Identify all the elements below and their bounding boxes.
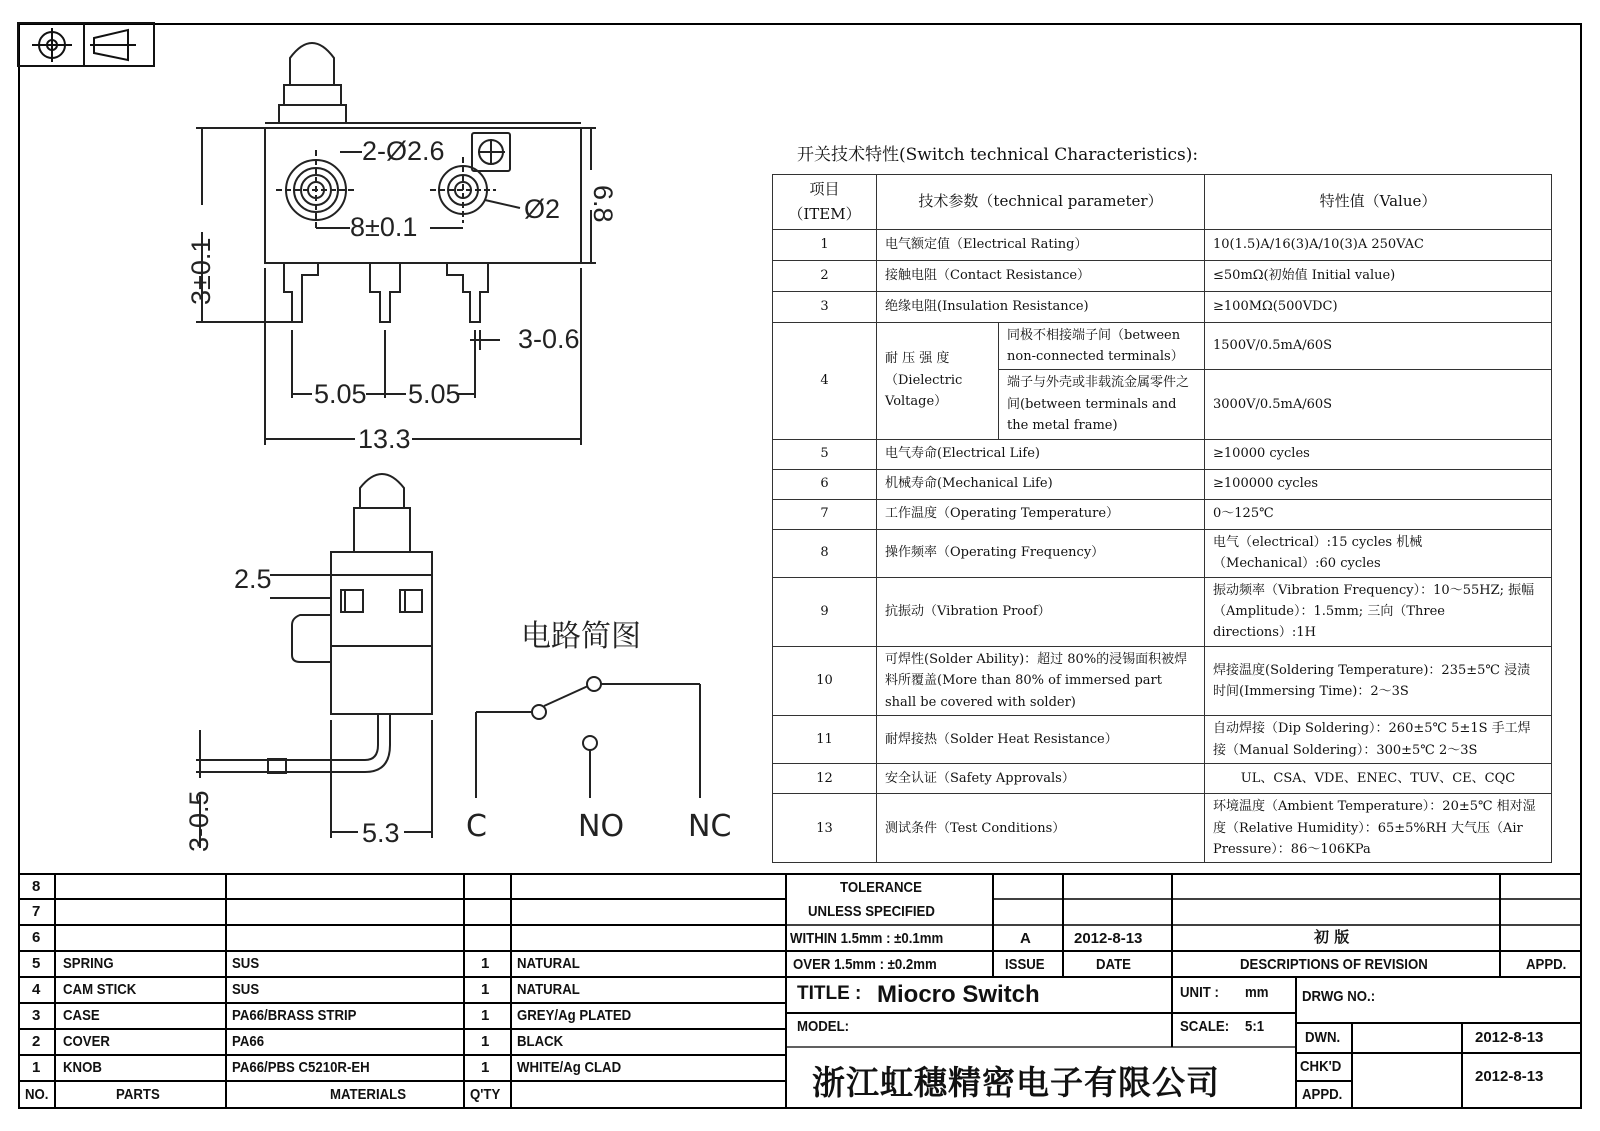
spec-value: ≥100000 cycles xyxy=(1205,469,1552,499)
bom-qty: 1 xyxy=(481,955,490,972)
spec-head-value: 特性值（Value） xyxy=(1205,175,1552,230)
spec-item: 6 xyxy=(773,469,877,499)
bom-material: PA66 xyxy=(232,1033,265,1050)
bom-finish: NATURAL xyxy=(517,955,580,972)
unit-label: UNIT : xyxy=(1180,984,1219,1001)
bom-qty: 1 xyxy=(481,1059,490,1076)
chkd-label: CHK'D xyxy=(1300,1058,1342,1075)
spec-item: 10 xyxy=(773,646,877,715)
spec-value: 焊接温度(Soldering Temperature)：235±5℃ 浸渍时间(Immersing Time)：2～3S xyxy=(1205,646,1552,715)
spec-subparam: 端子与外壳或非载流金属零件之间(between terminals and the metal frame) xyxy=(999,370,1205,439)
spec-value: 环境温度（Ambient Temperature）：20±5℃ 相对湿度（Relative Humidity）：65±5%RH 大气压（Air Pressure）：86～106KPa xyxy=(1205,794,1552,863)
spec-value: 0～125℃ xyxy=(1205,499,1552,529)
bom-no: 7 xyxy=(32,903,41,920)
bom-material: SUS xyxy=(232,955,260,972)
spec-value: UL、CSA、VDE、ENEC、TUV、CE、CQC xyxy=(1205,764,1552,794)
unit-value: mm xyxy=(1245,984,1269,1001)
bom-header-no: NO. xyxy=(25,1086,49,1103)
spec-param: 工作温度（Operating Temperature） xyxy=(877,499,1205,529)
title-value: Miocro Switch xyxy=(877,981,1040,1008)
model-label: MODEL: xyxy=(797,1018,850,1035)
bom-header-qty: Q'TY xyxy=(470,1086,501,1103)
dim-width: 13.3 xyxy=(358,424,411,454)
spec-param: 电气寿命(Electrical Life) xyxy=(877,439,1205,469)
dim-terminal-thickness: 3-0.6 xyxy=(518,324,580,354)
bom-no: 3 xyxy=(32,1007,41,1024)
bom-material: SUS xyxy=(232,981,260,998)
chkd-date: 2012-8-13 xyxy=(1475,1068,1544,1085)
spec-item: 12 xyxy=(773,764,877,794)
spec-item: 1 xyxy=(773,229,877,260)
scale-label: SCALE: xyxy=(1180,1018,1230,1035)
terminals xyxy=(284,263,488,322)
dim-side-height: 2.5 xyxy=(234,564,272,594)
spec-param: 接触电阻（Contact Resistance） xyxy=(877,260,1205,291)
dim-terminal-gap-2: 5.05 xyxy=(408,379,461,409)
tolerance-label: TOLERANCE xyxy=(840,879,922,896)
circuit-title: 电路简图 xyxy=(521,619,641,654)
spec-head-item: 项目（ITEM） xyxy=(773,175,877,230)
appd2-label: APPD. xyxy=(1302,1086,1343,1103)
spec-param: 安全认证（Safety Approvals） xyxy=(877,764,1205,794)
dim-lead-spec: 3-0.5 xyxy=(184,790,214,852)
spec-param: 绝缘电阻(Insulation Resistance) xyxy=(877,291,1205,322)
bom-part: CASE xyxy=(63,1007,100,1024)
scale-value: 5:1 xyxy=(1245,1018,1265,1035)
spec-param: 机械寿命(Mechanical Life) xyxy=(877,469,1205,499)
company-name: 浙江虹穗精密电子有限公司 xyxy=(812,1063,1220,1102)
bom-no: 2 xyxy=(32,1033,41,1050)
bom-finish: WHITE/Ag CLAD xyxy=(517,1059,622,1076)
appd-label: APPD. xyxy=(1526,956,1567,973)
bom-header-parts: PARTS xyxy=(116,1086,160,1103)
spec-param: 操作频率（Operating Frequency） xyxy=(877,529,1205,577)
spec-item: 5 xyxy=(773,439,877,469)
spec-param: 电气额定值（Electrical Rating） xyxy=(877,229,1205,260)
front-view xyxy=(196,43,596,445)
revision-description: 初 版 xyxy=(1314,928,1350,946)
bom-no: 4 xyxy=(32,981,41,998)
spec-item: 13 xyxy=(773,794,877,863)
spec-value: 10(1.5)A/16(3)A/10(3)A 250VAC xyxy=(1205,229,1552,260)
dim-terminal-gap-1: 5.05 xyxy=(314,379,367,409)
spec-value: 自动焊接（Dip Soldering）：260±5℃ 5±1S 手工焊接（Manual Soldering）：300±5℃ 2～3S xyxy=(1205,716,1552,764)
side-view xyxy=(196,474,432,848)
spec-param: 测试条件（Test Conditions） xyxy=(877,794,1205,863)
spec-value: 电气（electrical）:15 cycles 机械（Mechanical）:60 cycles xyxy=(1205,529,1552,577)
bom-qty: 1 xyxy=(481,1033,490,1050)
issue-value: A xyxy=(1020,930,1031,947)
spec-item: 3 xyxy=(773,291,877,322)
spec-value: ≥10000 cycles xyxy=(1205,439,1552,469)
spec-param: 抗振动（Vibration Proof） xyxy=(877,577,1205,646)
circuit-label-no: NO xyxy=(578,809,625,844)
spec-table-title: 开关技术特性(Switch technical Characteristics): xyxy=(797,145,1199,165)
unless-specified-label: UNLESS SPECIFIED xyxy=(808,903,935,920)
third-angle-projection-icon xyxy=(18,23,154,66)
bom-qty: 1 xyxy=(481,981,490,998)
spec-item: 2 xyxy=(773,260,877,291)
circuit-label-nc: NC xyxy=(688,809,732,844)
bom-no: 6 xyxy=(32,929,41,946)
bom-no: 1 xyxy=(32,1059,41,1076)
tolerance-within: WITHIN 1.5mm : ±0.1mm xyxy=(790,930,944,947)
bom-part: CAM STICK xyxy=(63,981,137,998)
bom-finish: BLACK xyxy=(517,1033,564,1050)
spec-item: 4 xyxy=(773,322,877,439)
bom-material: PA66/PBS C5210R-EH xyxy=(232,1059,370,1076)
spec-value: 3000V/0.5mA/60S xyxy=(1205,370,1552,439)
dim-side-width: 5.3 xyxy=(362,818,400,848)
bom-part: COVER xyxy=(63,1033,110,1050)
spec-param: 耐 压 强 度（Dielectric Voltage） xyxy=(877,322,999,439)
date-label: DATE xyxy=(1096,956,1131,973)
bom-material: PA66/BRASS STRIP xyxy=(232,1007,357,1024)
dim-height: 6.8 xyxy=(588,185,618,223)
spec-param: 耐焊接热（Solder Heat Resistance） xyxy=(877,716,1205,764)
spec-item: 7 xyxy=(773,499,877,529)
spec-table xyxy=(772,174,1552,863)
bom-no: 5 xyxy=(32,955,41,972)
spec-value: 1500V/0.5mA/60S xyxy=(1205,322,1552,370)
circuit-label-c: C xyxy=(466,809,487,844)
spec-item: 9 xyxy=(773,577,877,646)
circuit-diagram xyxy=(476,677,700,798)
spec-value: 振动频率（Vibration Frequency）：10～55HZ; 振幅（Amplitude）：1.5mm; 三向（Three directions）:1H xyxy=(1205,577,1552,646)
spec-value: ≤50mΩ(初始值 Initial value) xyxy=(1205,260,1552,291)
spec-item: 8 xyxy=(773,529,877,577)
title-label: TITLE : xyxy=(797,983,862,1004)
dim-body-offset: 3±0.1 xyxy=(186,237,216,305)
dim-hole: 2-Ø2.6 xyxy=(362,136,445,166)
spec-head-param: 技术参数（technical parameter） xyxy=(877,175,1205,230)
bom-no: 8 xyxy=(32,878,41,895)
spec-param: 可焊性(Solder Ability)：超过 80%的浸锡面积被焊料所覆盖(More than 80% of immersed part shall be covered with solder) xyxy=(877,646,1205,715)
bom-finish: NATURAL xyxy=(517,981,580,998)
spec-subparam: 同极不相接端子间（between non-connected terminals） xyxy=(999,322,1205,370)
spec-item: 11 xyxy=(773,716,877,764)
dim-pin-hole: Ø2 xyxy=(524,194,561,224)
bom-part: SPRING xyxy=(63,955,114,972)
issue-label: ISSUE xyxy=(1005,956,1045,973)
bom-qty: 1 xyxy=(481,1007,490,1024)
dwn-label: DWN. xyxy=(1305,1029,1341,1046)
descriptions-label: DESCRIPTIONS OF REVISION xyxy=(1240,956,1428,973)
drwg-no-label: DRWG NO.: xyxy=(1302,988,1376,1005)
bom-part: KNOB xyxy=(63,1059,102,1076)
tolerance-over: OVER 1.5mm : ±0.2mm xyxy=(793,956,937,973)
spec-value: ≥100MΩ(500VDC) xyxy=(1205,291,1552,322)
bom-finish: GREY/Ag PLATED xyxy=(517,1007,632,1024)
bom-header-materials: MATERIALS xyxy=(330,1086,407,1103)
dim-pitch: 8±0.1 xyxy=(350,212,418,242)
dwn-date: 2012-8-13 xyxy=(1475,1029,1544,1046)
revision-date: 2012-8-13 xyxy=(1074,930,1143,947)
